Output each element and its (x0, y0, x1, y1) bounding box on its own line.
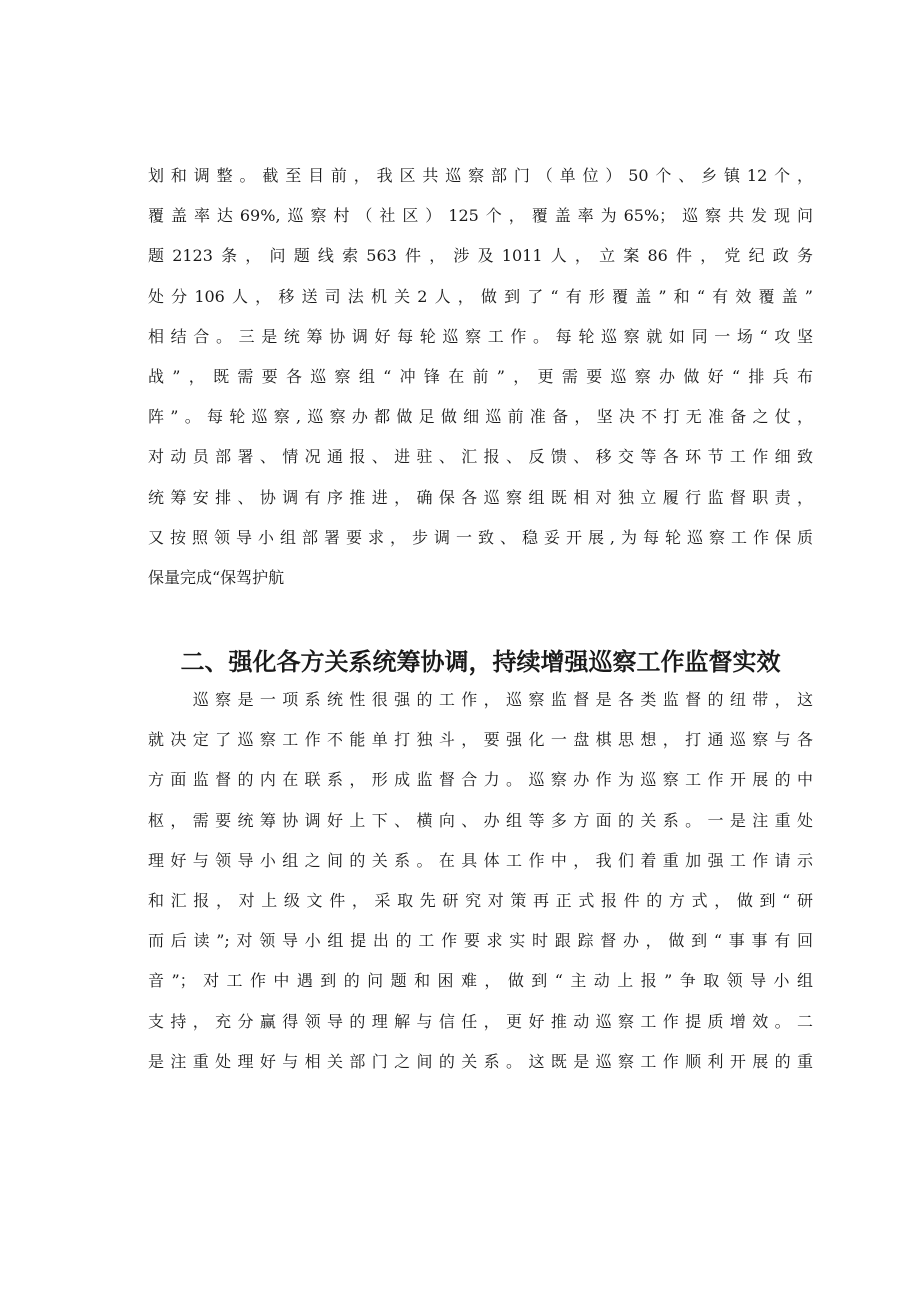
paragraph-continued (148, 163, 813, 605)
text-line: 题2123条，问题线索563件，涉及1011人，立案86件，党纪政务 (148, 246, 813, 266)
text-line: 就决定了巡察工作不能单打独斗，要强化一盘棋思想，打通巡察与各 (148, 730, 813, 750)
text-line: 对动员部署、情况通报、进驻、汇报、反馈、移交等各环节工作细致 (148, 447, 813, 467)
text-line: 相结合。三是统筹协调好每轮巡察工作。每轮巡察就如同一场“攻坚 (148, 326, 813, 346)
text-line: 又按照领导小组部署要求，步调一致、稳妥开展,为每轮巡察工作保质 (148, 527, 813, 547)
text-line: 音”；对工作中遇到的问题和困难，做到“主动上报”争取领导小组 (148, 971, 813, 991)
text-line: 方面监督的内在联系，形成监督合力。巡察办作为巡察工作开展的中 (148, 770, 813, 790)
text-line: 枢，需要统筹协调好上下、横向、办组等多方面的关系。一是注重处 (148, 810, 813, 830)
text-line: 处分106人，移送司法机关2人，做到了“有形覆盖”和“有效覆盖” (148, 286, 813, 306)
text-line: 和汇报，对上级文件，采取先研究对策再正式报件的方式，做到“研 (148, 890, 813, 910)
text-line: 巡察是一项系统性很强的工作，巡察监督是各类监督的纽带，这 (148, 690, 813, 709)
text-line: 理好与领导小组之间的关系。在具体工作中，我们着重加强工作请示 (148, 850, 813, 870)
text-line: 阵”。每轮巡察,巡察办都做足做细巡前准备，坚决不打无准备之仗， (148, 407, 813, 427)
paragraph-section-two (148, 687, 813, 1089)
text-line: 战”，既需要各巡察组“冲锋在前”，更需要巡察办做好“排兵布 (148, 366, 813, 386)
section-heading: 二、强化各方关系统筹协调，持续增强巡察工作监督实效 (180, 648, 781, 676)
text-line: 覆盖率达69%,巡察村（社区）125个，覆盖率为65%；巡察共发现问 (148, 206, 813, 226)
text-line: 统筹安排、协调有序推进，确保各巡察组既相对独立履行监督职责， (148, 487, 813, 507)
text-line: 支持，充分赢得领导的理解与信任，更好推动巡察工作提质增效。二 (148, 1011, 813, 1031)
text-line: 而后读”;对领导小组提出的工作要求实时跟踪督办，做到“事事有回 (148, 931, 813, 951)
text-line: 保量完成“保驾护航 (148, 567, 285, 587)
text-line: 是注重处理好与相关部门之间的关系。这既是巡察工作顺利开展的重 (148, 1051, 813, 1071)
text-line: 划和调整。截至目前，我区共巡察部门（单位）50个、乡镇12个， (148, 166, 813, 185)
